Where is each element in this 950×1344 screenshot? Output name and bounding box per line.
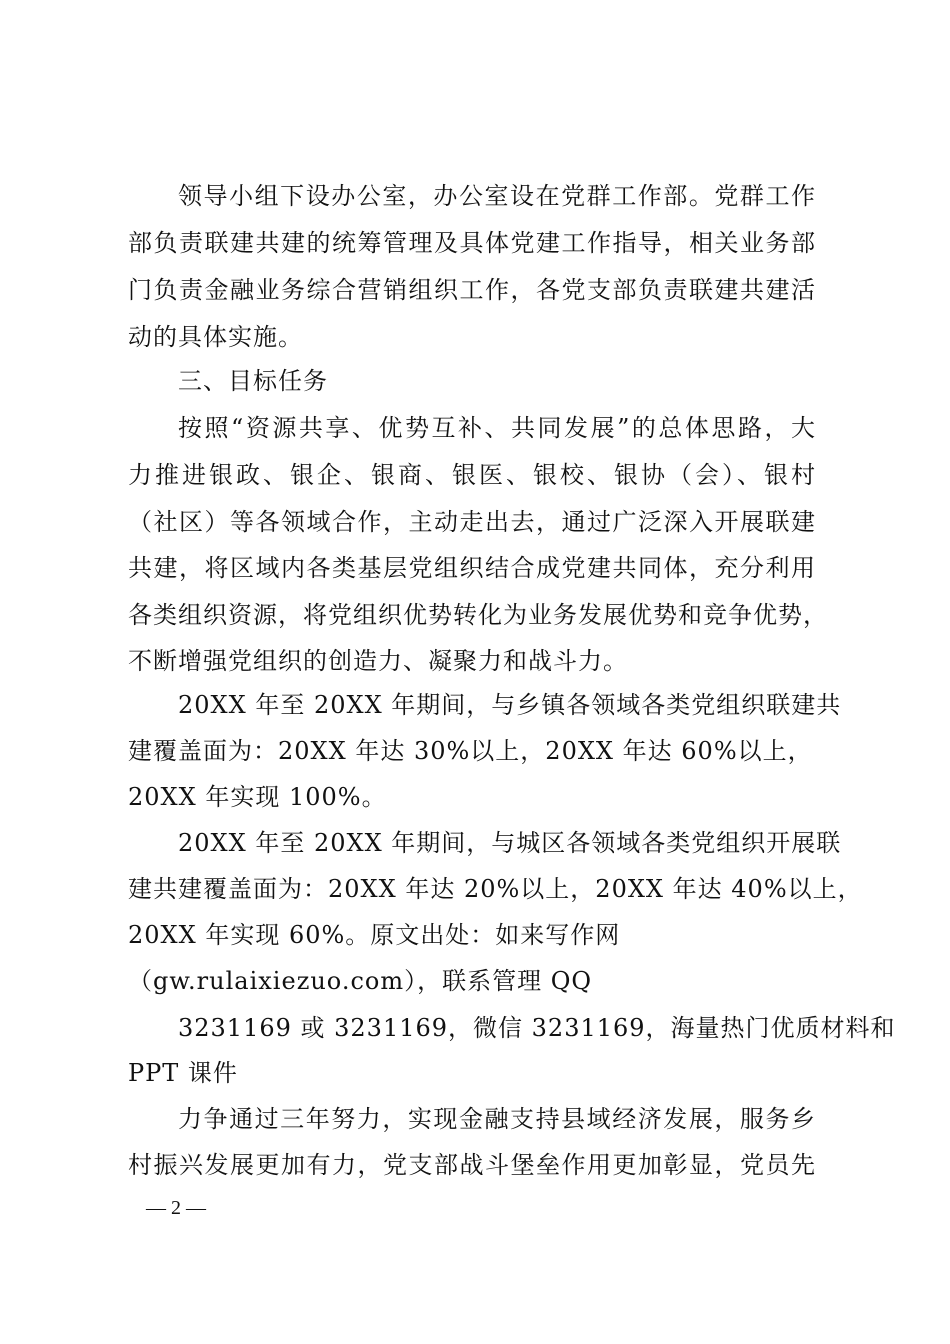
- body-text-line: 各类组织资源，将党组织优势转化为业务发展优势和竞争优势，: [128, 601, 828, 629]
- body-text-line: 力推进银政、银企、银商、银医、银校、银协（会）、银村: [128, 461, 816, 489]
- body-text-line: （社区）等各领域合作，主动走出去，通过广泛深入开展联建: [128, 508, 816, 536]
- body-text-line: 3231169 或 3231169，微信 3231169，海量热门优质材料和: [178, 1014, 896, 1042]
- body-text-line: 20XX 年实现 100%。: [128, 783, 387, 811]
- body-text-line: 20XX 年至 20XX 年期间，与乡镇各领域各类党组织联建共: [178, 691, 842, 719]
- body-text-line: 力争通过三年努力，实现金融支持县域经济发展，服务乡: [178, 1105, 816, 1133]
- body-text-line: 建共建覆盖面为：20XX 年达 20%以上，20XX 年达 40%以上，: [128, 875, 863, 903]
- body-text-line: 村振兴发展更加有力，党支部战斗堡垒作用更加彰显，党员先: [128, 1151, 816, 1179]
- body-text-line: 20XX 年至 20XX 年期间，与城区各领域各类党组织开展联: [178, 829, 842, 857]
- body-text-line: 不断增强党组织的创造力、凝聚力和战斗力。: [128, 647, 628, 675]
- body-text-line: 建覆盖面为：20XX 年达 30%以上，20XX 年达 60%以上，: [128, 737, 813, 765]
- body-text-line: 20XX 年实现 60%。原文出处：如来写作网: [128, 921, 621, 949]
- section-heading: 三、目标任务: [178, 367, 328, 395]
- body-text-line: 动的具体实施。: [128, 323, 303, 351]
- body-text-line: 领导小组下设办公室，办公室设在党群工作部。党群工作: [178, 182, 816, 210]
- body-text-line: 按照“资源共享、优势互补、共同发展”的总体思路，大: [178, 414, 816, 442]
- body-text-line: 部负责联建共建的统筹管理及具体党建工作指导，相关业务部: [128, 229, 816, 257]
- body-text-line: PPT 课件: [128, 1059, 238, 1087]
- body-text-line: （gw.rulaixiezuo.com），联系管理 QQ: [128, 967, 593, 995]
- page-number: — 2 —: [146, 1197, 206, 1219]
- body-text-line: 共建，将区域内各类基层党组织结合成党建共同体，充分利用: [128, 554, 816, 582]
- body-text-line: 门负责金融业务综合营销组织工作，各党支部负责联建共建活: [128, 276, 816, 304]
